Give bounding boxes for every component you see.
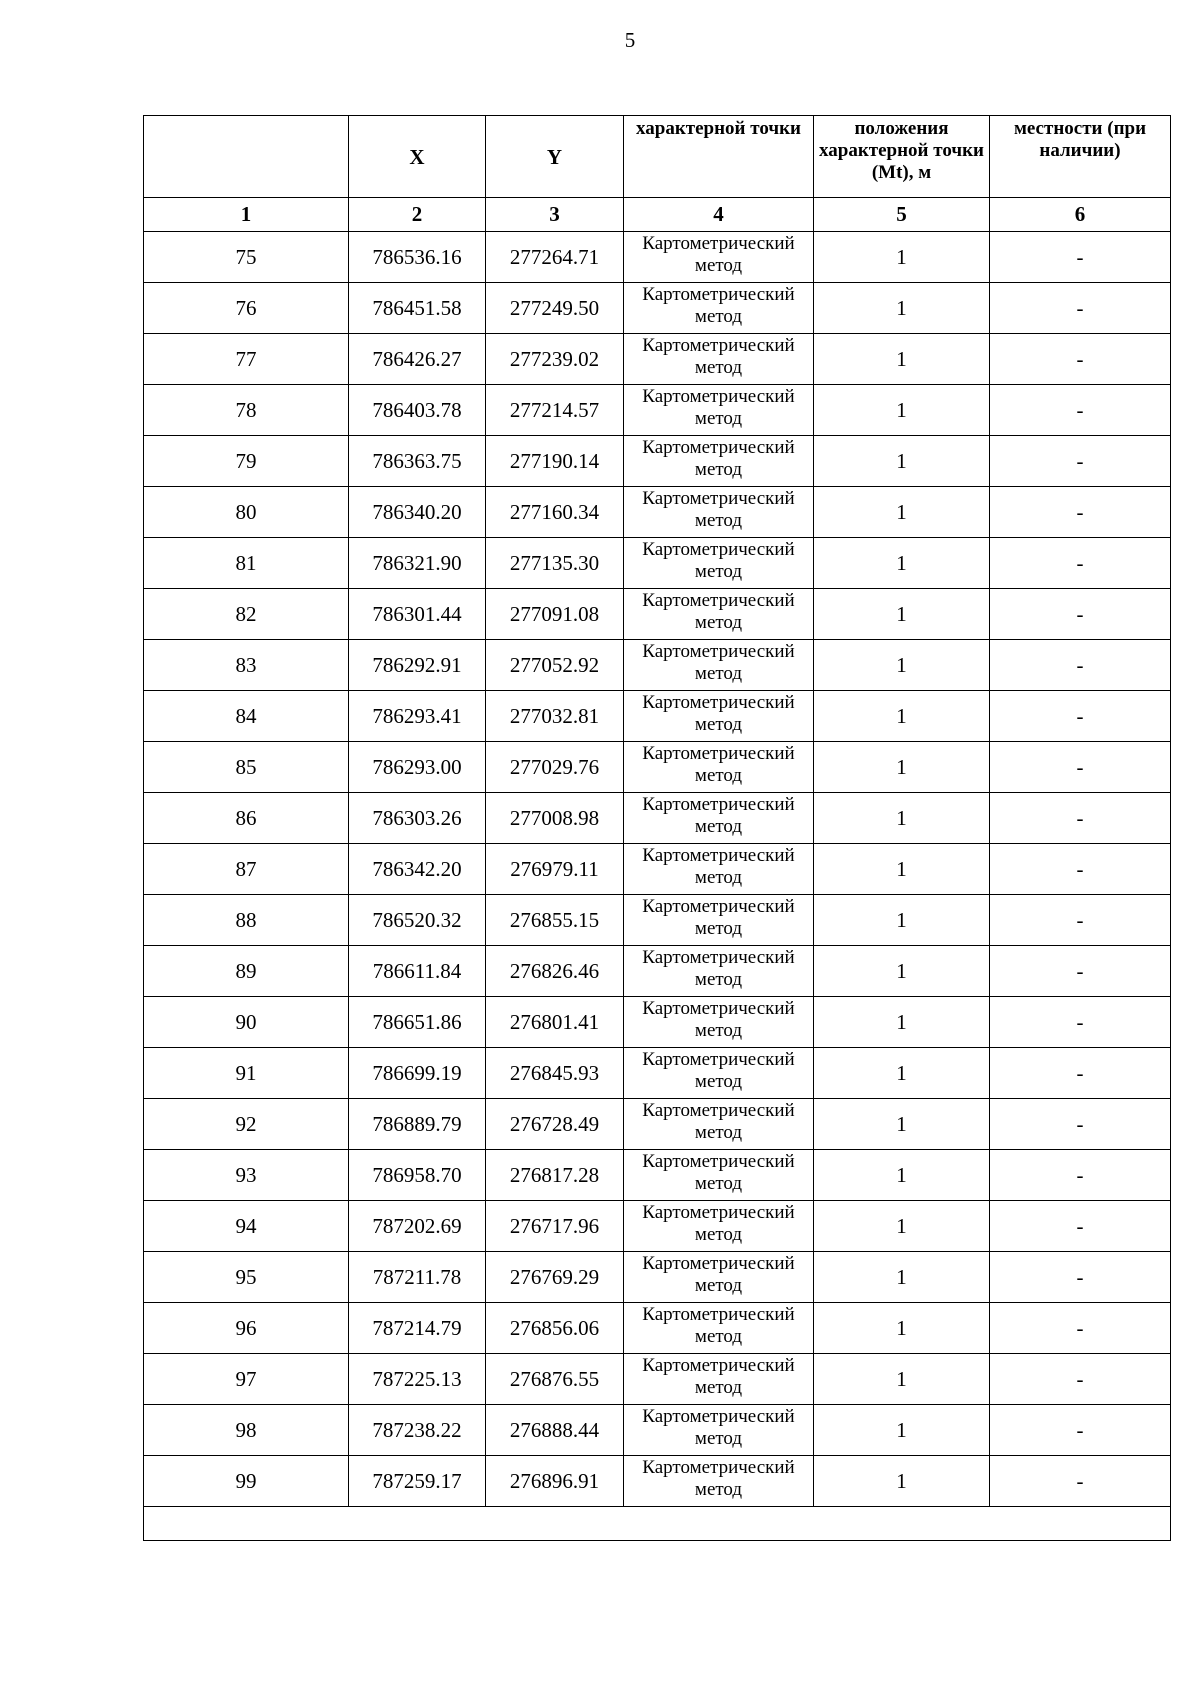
column-numbers-row — [144, 198, 1171, 232]
y-coordinate-cell: 276856.06 — [486, 1303, 624, 1354]
y-coordinate-cell: 276728.49 — [486, 1099, 624, 1150]
column-number: 4 — [624, 198, 814, 232]
method-cell: Картометрический метод — [624, 640, 814, 691]
description-cell: - — [990, 1354, 1171, 1405]
method-cell: Картометрический метод — [624, 844, 814, 895]
table-row — [144, 691, 1171, 742]
column-number: 2 — [349, 198, 486, 232]
y-coordinate-cell: 277052.92 — [486, 640, 624, 691]
table-body — [144, 116, 1171, 1541]
x-coordinate-cell: 787225.13 — [349, 1354, 486, 1405]
y-coordinate-cell: 276826.46 — [486, 946, 624, 997]
point-number-cell: 91 — [144, 1048, 349, 1099]
y-coordinate-cell: 276876.55 — [486, 1354, 624, 1405]
method-cell: Картометрический метод — [624, 946, 814, 997]
blank-cell — [144, 1507, 1171, 1541]
point-number-cell: 80 — [144, 487, 349, 538]
method-cell: Картометрический метод — [624, 487, 814, 538]
description-cell: - — [990, 691, 1171, 742]
x-coordinate-cell: 786403.78 — [349, 385, 486, 436]
accuracy-cell: 1 — [814, 742, 990, 793]
accuracy-cell: 1 — [814, 1048, 990, 1099]
table-row — [144, 742, 1171, 793]
accuracy-cell: 1 — [814, 1201, 990, 1252]
x-coordinate-cell: 786321.90 — [349, 538, 486, 589]
accuracy-cell: 1 — [814, 691, 990, 742]
point-number-cell: 75 — [144, 232, 349, 283]
point-number-cell: 79 — [144, 436, 349, 487]
description-cell: - — [990, 1099, 1171, 1150]
header-method: характерной точки — [624, 116, 814, 198]
x-coordinate-cell: 787202.69 — [349, 1201, 486, 1252]
description-cell: - — [990, 283, 1171, 334]
point-number-cell: 94 — [144, 1201, 349, 1252]
accuracy-cell: 1 — [814, 334, 990, 385]
accuracy-cell: 1 — [814, 1150, 990, 1201]
description-cell: - — [990, 1303, 1171, 1354]
table-row — [144, 487, 1171, 538]
x-coordinate-cell: 786340.20 — [349, 487, 486, 538]
point-number-cell: 87 — [144, 844, 349, 895]
description-cell: - — [990, 640, 1171, 691]
column-number: 5 — [814, 198, 990, 232]
accuracy-cell: 1 — [814, 589, 990, 640]
column-number: 6 — [990, 198, 1171, 232]
table-row — [144, 640, 1171, 691]
point-number-cell: 95 — [144, 1252, 349, 1303]
method-cell: Картометрический метод — [624, 1252, 814, 1303]
point-number-cell: 96 — [144, 1303, 349, 1354]
point-number-cell: 89 — [144, 946, 349, 997]
x-coordinate-cell: 786699.19 — [349, 1048, 486, 1099]
x-coordinate-cell: 786293.41 — [349, 691, 486, 742]
y-coordinate-cell: 276845.93 — [486, 1048, 624, 1099]
y-coordinate-cell: 276817.28 — [486, 1150, 624, 1201]
description-cell: - — [990, 1456, 1171, 1507]
point-number-cell: 93 — [144, 1150, 349, 1201]
point-number-cell: 81 — [144, 538, 349, 589]
accuracy-cell: 1 — [814, 436, 990, 487]
x-coordinate-cell: 786536.16 — [349, 232, 486, 283]
x-coordinate-cell: 786520.32 — [349, 895, 486, 946]
method-cell: Картометрический метод — [624, 1405, 814, 1456]
table-row — [144, 1303, 1171, 1354]
point-number-cell: 84 — [144, 691, 349, 742]
y-coordinate-cell: 277264.71 — [486, 232, 624, 283]
accuracy-cell: 1 — [814, 895, 990, 946]
description-cell: - — [990, 232, 1171, 283]
method-cell: Картометрический метод — [624, 1048, 814, 1099]
accuracy-cell: 1 — [814, 1099, 990, 1150]
y-coordinate-cell: 276717.96 — [486, 1201, 624, 1252]
point-number-cell: 88 — [144, 895, 349, 946]
accuracy-cell: 1 — [814, 385, 990, 436]
point-number-cell: 90 — [144, 997, 349, 1048]
method-cell: Картометрический метод — [624, 589, 814, 640]
method-cell: Картометрический метод — [624, 793, 814, 844]
x-coordinate-cell: 786303.26 — [349, 793, 486, 844]
accuracy-cell: 1 — [814, 232, 990, 283]
method-cell: Картометрический метод — [624, 1354, 814, 1405]
y-coordinate-cell: 276855.15 — [486, 895, 624, 946]
table-row — [144, 1048, 1171, 1099]
x-coordinate-cell: 787211.78 — [349, 1252, 486, 1303]
x-coordinate-cell: 786293.00 — [349, 742, 486, 793]
table-row — [144, 946, 1171, 997]
point-number-cell: 85 — [144, 742, 349, 793]
y-coordinate-cell: 277032.81 — [486, 691, 624, 742]
table-row — [144, 1201, 1171, 1252]
accuracy-cell: 1 — [814, 487, 990, 538]
table-row — [144, 283, 1171, 334]
method-cell: Картометрический метод — [624, 334, 814, 385]
description-cell: - — [990, 436, 1171, 487]
x-coordinate-cell: 786342.20 — [349, 844, 486, 895]
header-x: X — [349, 116, 486, 198]
description-cell: - — [990, 1201, 1171, 1252]
accuracy-cell: 1 — [814, 844, 990, 895]
accuracy-cell: 1 — [814, 793, 990, 844]
table-row — [144, 385, 1171, 436]
y-coordinate-cell: 277214.57 — [486, 385, 624, 436]
point-number-cell: 92 — [144, 1099, 349, 1150]
description-cell: - — [990, 487, 1171, 538]
method-cell: Картометрический метод — [624, 1456, 814, 1507]
method-cell: Картометрический метод — [624, 436, 814, 487]
x-coordinate-cell: 786889.79 — [349, 1099, 486, 1150]
x-coordinate-cell: 786451.58 — [349, 283, 486, 334]
accuracy-cell: 1 — [814, 997, 990, 1048]
y-coordinate-cell: 277091.08 — [486, 589, 624, 640]
table-row — [144, 793, 1171, 844]
method-cell: Картометрический метод — [624, 385, 814, 436]
table-row — [144, 334, 1171, 385]
accuracy-cell: 1 — [814, 946, 990, 997]
method-cell: Картометрический метод — [624, 742, 814, 793]
table-row — [144, 997, 1171, 1048]
point-number-cell: 82 — [144, 589, 349, 640]
point-number-cell: 86 — [144, 793, 349, 844]
y-coordinate-cell: 276979.11 — [486, 844, 624, 895]
point-number-cell: 83 — [144, 640, 349, 691]
table-row — [144, 1150, 1171, 1201]
header-point-number — [144, 116, 349, 198]
table-row — [144, 844, 1171, 895]
point-number-cell: 77 — [144, 334, 349, 385]
table-row — [144, 436, 1171, 487]
table-row — [144, 1099, 1171, 1150]
method-cell: Картометрический метод — [624, 1150, 814, 1201]
method-cell: Картометрический метод — [624, 1303, 814, 1354]
point-number-cell: 98 — [144, 1405, 349, 1456]
description-cell: - — [990, 1150, 1171, 1201]
header-accuracy: положения характерной точки (Mt), м — [814, 116, 990, 198]
table-row — [144, 895, 1171, 946]
description-cell: - — [990, 538, 1171, 589]
y-coordinate-cell: 277008.98 — [486, 793, 624, 844]
x-coordinate-cell: 787238.22 — [349, 1405, 486, 1456]
x-coordinate-cell: 786958.70 — [349, 1150, 486, 1201]
x-coordinate-cell: 787214.79 — [349, 1303, 486, 1354]
method-cell: Картометрический метод — [624, 283, 814, 334]
header-row — [144, 116, 1171, 198]
accuracy-cell: 1 — [814, 1354, 990, 1405]
description-cell: - — [990, 946, 1171, 997]
method-cell: Картометрический метод — [624, 691, 814, 742]
description-cell: - — [990, 895, 1171, 946]
point-number-cell: 78 — [144, 385, 349, 436]
x-coordinate-cell: 786292.91 — [349, 640, 486, 691]
column-number: 3 — [486, 198, 624, 232]
x-coordinate-cell: 787259.17 — [349, 1456, 486, 1507]
x-coordinate-cell: 786301.44 — [349, 589, 486, 640]
y-coordinate-cell: 276801.41 — [486, 997, 624, 1048]
accuracy-cell: 1 — [814, 283, 990, 334]
y-coordinate-cell: 277239.02 — [486, 334, 624, 385]
y-coordinate-cell: 277029.76 — [486, 742, 624, 793]
y-coordinate-cell: 276896.91 — [486, 1456, 624, 1507]
description-cell: - — [990, 793, 1171, 844]
description-cell: - — [990, 589, 1171, 640]
description-cell: - — [990, 1048, 1171, 1099]
x-coordinate-cell: 786426.27 — [349, 334, 486, 385]
y-coordinate-cell: 277190.14 — [486, 436, 624, 487]
description-cell: - — [990, 742, 1171, 793]
method-cell: Картометрический метод — [624, 1099, 814, 1150]
table-row — [144, 1252, 1171, 1303]
description-cell: - — [990, 997, 1171, 1048]
table-row — [144, 1354, 1171, 1405]
method-cell: Картометрический метод — [624, 538, 814, 589]
x-coordinate-cell: 786651.86 — [349, 997, 486, 1048]
description-cell: - — [990, 385, 1171, 436]
accuracy-cell: 1 — [814, 640, 990, 691]
coordinates-table — [143, 115, 1171, 1541]
blank-row — [144, 1507, 1171, 1541]
accuracy-cell: 1 — [814, 1456, 990, 1507]
description-cell: - — [990, 1405, 1171, 1456]
method-cell: Картометрический метод — [624, 997, 814, 1048]
table-row — [144, 232, 1171, 283]
description-cell: - — [990, 334, 1171, 385]
point-number-cell: 97 — [144, 1354, 349, 1405]
description-cell: - — [990, 1252, 1171, 1303]
method-cell: Картометрический метод — [624, 1201, 814, 1252]
table-row — [144, 538, 1171, 589]
table-row — [144, 1456, 1171, 1507]
accuracy-cell: 1 — [814, 1405, 990, 1456]
x-coordinate-cell: 786363.75 — [349, 436, 486, 487]
y-coordinate-cell: 277160.34 — [486, 487, 624, 538]
method-cell: Картометрический метод — [624, 895, 814, 946]
accuracy-cell: 1 — [814, 1252, 990, 1303]
table-row — [144, 589, 1171, 640]
y-coordinate-cell: 277249.50 — [486, 283, 624, 334]
method-cell: Картометрический метод — [624, 232, 814, 283]
y-coordinate-cell: 276888.44 — [486, 1405, 624, 1456]
page-number: 5 — [624, 28, 636, 52]
point-number-cell: 76 — [144, 283, 349, 334]
header-description: местности (при наличии) — [990, 116, 1171, 198]
y-coordinate-cell: 277135.30 — [486, 538, 624, 589]
y-coordinate-cell: 276769.29 — [486, 1252, 624, 1303]
accuracy-cell: 1 — [814, 538, 990, 589]
x-coordinate-cell: 786611.84 — [349, 946, 486, 997]
point-number-cell: 99 — [144, 1456, 349, 1507]
column-number: 1 — [144, 198, 349, 232]
table-row — [144, 1405, 1171, 1456]
accuracy-cell: 1 — [814, 1303, 990, 1354]
description-cell: - — [990, 844, 1171, 895]
header-y: Y — [486, 116, 624, 198]
